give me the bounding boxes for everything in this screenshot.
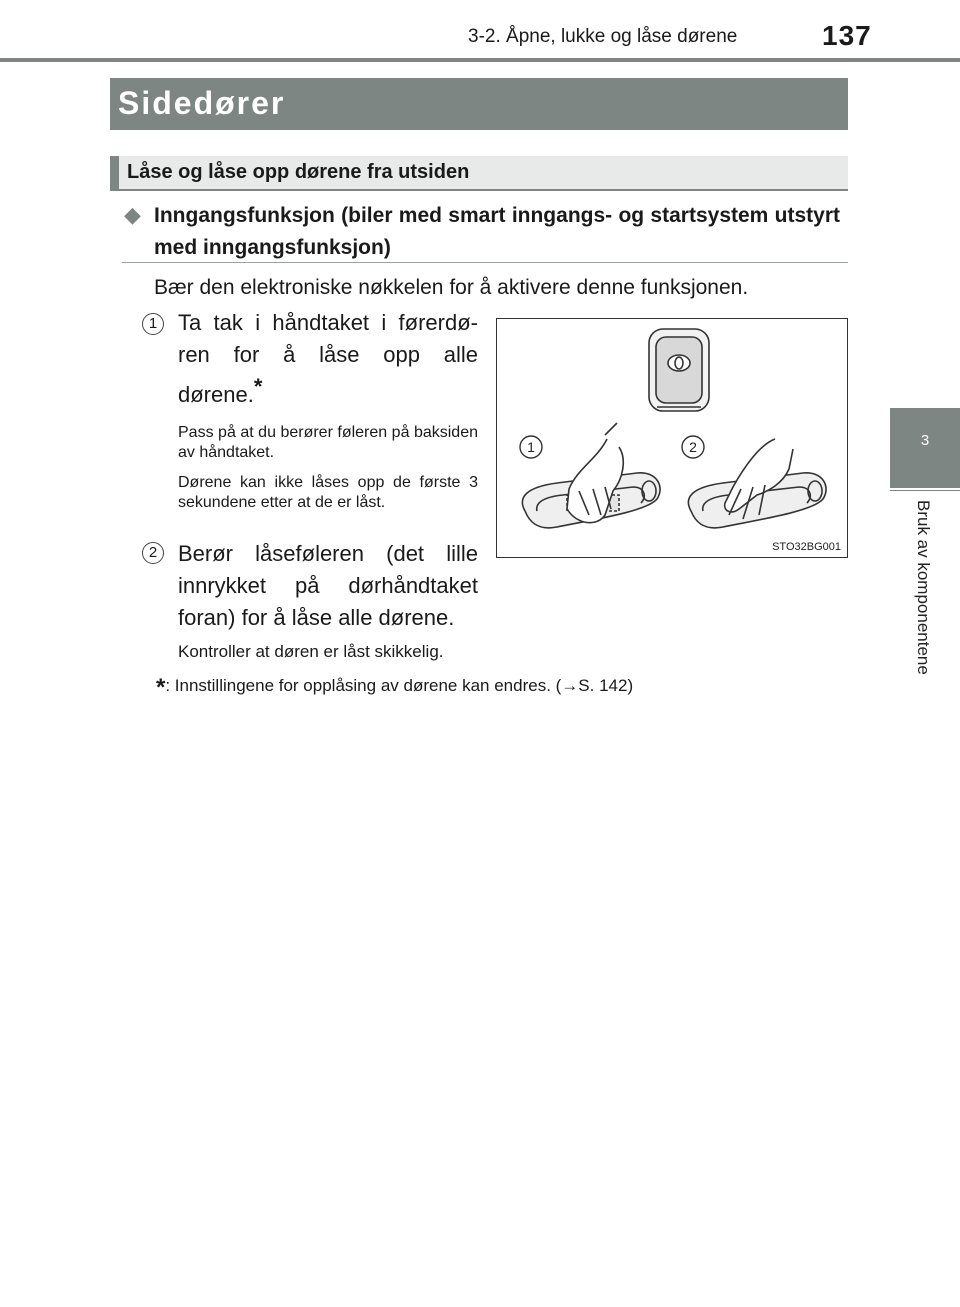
callout-1-label: 1 bbox=[527, 439, 535, 455]
door-handle-figure bbox=[496, 318, 848, 558]
step-1-line-1: Ta tak i håndtaket i førerdø- bbox=[178, 310, 478, 335]
step-1-note-2: Dørene kan ikke låses opp de første 3 sekundene etter at de er låst. bbox=[178, 474, 478, 511]
diamond-bullet-icon: ◆ bbox=[124, 202, 141, 227]
step-1-last-line: dørene. bbox=[178, 382, 254, 407]
page-title: Sidedører bbox=[118, 85, 286, 121]
step-1-note-1: Pass på at du berører føleren på baksiden av håndtaket. bbox=[178, 424, 478, 461]
step-1-line-2: ren for å låse opp alle bbox=[178, 342, 478, 367]
step-2-line-2: innrykket på dørhåndtaket bbox=[178, 573, 478, 598]
step-2-badge: 2 bbox=[142, 542, 164, 564]
step-2 bbox=[178, 538, 478, 634]
section-label: 3-2. Åpne, lukke og låse dørene bbox=[468, 26, 738, 47]
callout-2-label: 2 bbox=[689, 439, 697, 455]
subheading: Låse og låse opp dørene fra utsiden bbox=[127, 161, 470, 183]
intro-text: Bær den elektroniske nøkkelen for å aktivere denne funksjonen. bbox=[154, 276, 749, 299]
door-handle-right-icon bbox=[688, 439, 826, 528]
chapter-tab bbox=[890, 408, 960, 488]
header-rule bbox=[0, 58, 960, 62]
footnote-text: : Innstillingene for opplåsing av dørene kan endres. (→S. 142) bbox=[165, 676, 634, 695]
smart-key-icon bbox=[649, 329, 709, 411]
step-1-line-3 bbox=[178, 371, 478, 411]
subheading-rule bbox=[110, 189, 848, 191]
step-2-note: Kontroller at døren er låst skikkelig. bbox=[178, 642, 444, 661]
footnote bbox=[156, 674, 633, 702]
chapter-tab-rule bbox=[890, 490, 960, 491]
subheading-bar bbox=[110, 156, 848, 190]
figure-code: STO32BG001 bbox=[772, 541, 841, 553]
page-number: 137 bbox=[822, 20, 872, 51]
page-title-bar bbox=[110, 78, 848, 130]
footnote-marker-bottom: * bbox=[156, 674, 166, 701]
door-handle-illustration bbox=[497, 319, 846, 556]
door-handle-left-icon bbox=[522, 423, 660, 528]
step-1-badge: 1 bbox=[142, 313, 164, 335]
chapter-number: 3 bbox=[920, 432, 930, 449]
step-2-line-3: foran) for å låse alle dørene. bbox=[178, 605, 455, 630]
chapter-title: Bruk av komponentene bbox=[914, 500, 933, 675]
feature-title: Inngangsfunksjon (biler med smart inngangs- og startsystem utstyrt med inngangsfunksjon) bbox=[154, 204, 840, 259]
step-1 bbox=[178, 307, 478, 513]
callout-1-icon bbox=[520, 436, 542, 458]
callout-2-icon bbox=[682, 436, 704, 458]
feature-rule bbox=[122, 262, 848, 263]
footnote-marker: * bbox=[253, 374, 263, 399]
step-2-line-1: Berør låseføleren (det lille bbox=[178, 541, 478, 566]
